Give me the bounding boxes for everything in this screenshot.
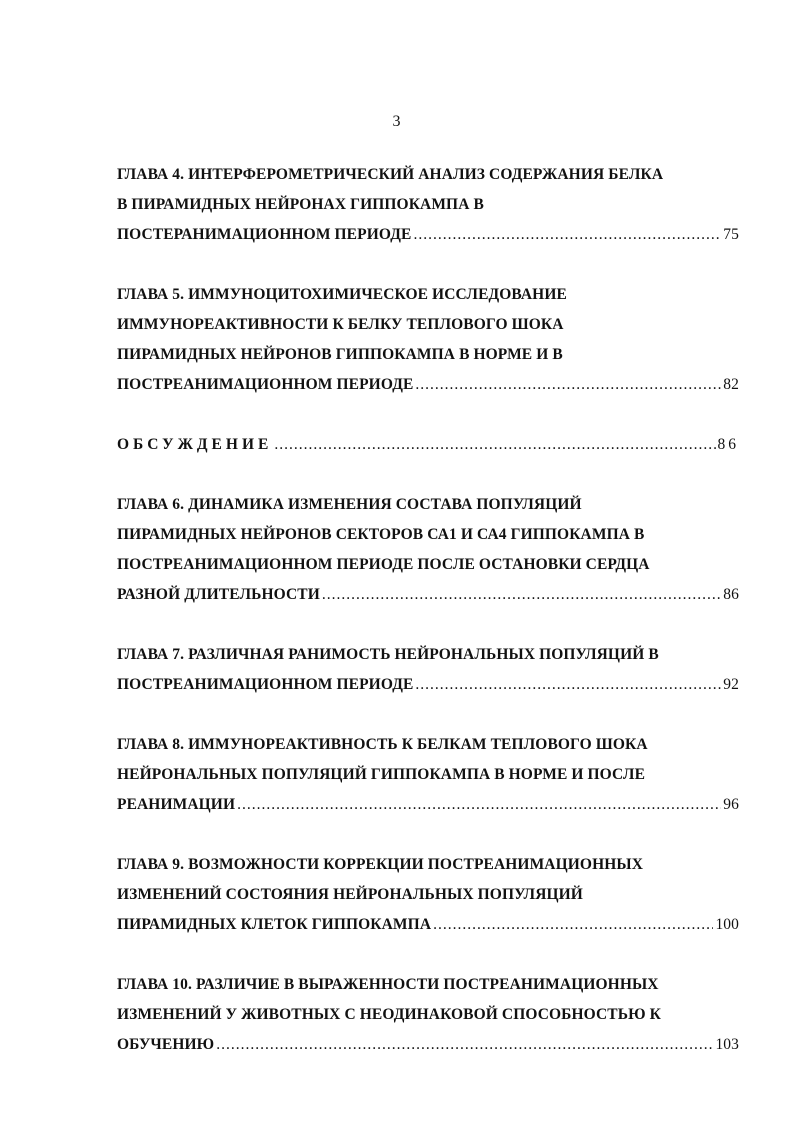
toc-entry-chapter-7[interactable]: [117, 640, 739, 700]
dot-leader: [415, 370, 721, 400]
toc-entry-title-end: ПИРАМИДНЫХ КЛЕТОК ГИППОКАМПА: [117, 916, 432, 933]
toc-entry-line: ГЛАВА 10. РАЗЛИЧИЕ В ВЫРАЖЕННОСТИ ПОСТРЕАНИМАЦИОННЫХ: [117, 976, 659, 993]
toc-page-number: 100: [715, 916, 739, 933]
toc-entry-last-line: [117, 220, 739, 250]
toc-entry-chapter-5[interactable]: [117, 280, 739, 400]
toc-entry-line: ГЛАВА 4. ИНТЕРФЕРОМЕТРИЧЕСКИЙ АНАЛИЗ СОДЕРЖАНИЯ БЕЛКА: [117, 166, 664, 183]
toc-entry-title-end: ПОСТЕРАНИМАЦИОННОМ ПЕРИОДЕ: [117, 226, 412, 243]
page-number: 3: [392, 113, 401, 130]
toc-page-number: 86: [723, 586, 739, 603]
toc-entry-last-line: [117, 580, 739, 610]
toc-entry-chapter-10[interactable]: [117, 970, 739, 1060]
toc-entry-last-line: [117, 1030, 739, 1060]
toc-entry-line: ПОСТРЕАНИМАЦИОННОМ ПЕРИОДЕ ПОСЛЕ ОСТАНОВКИ СЕРДЦА: [117, 556, 650, 573]
toc-entry-line: ПИРАМИДНЫХ НЕЙРОНОВ СЕКТОРОВ СА1 И СА4 ГИППОКАМПА В: [117, 526, 645, 543]
toc-entry-title-end: РАЗНОЙ ДЛИТЕЛЬНОСТИ: [117, 586, 320, 603]
toc-entry-last-line: [117, 790, 739, 820]
toc-entry-line: ГЛАВА 8. ИММУНОРЕАКТИВНОСТЬ К БЕЛКАМ ТЕПЛОВОГО ШОКА: [117, 736, 648, 753]
toc-entry-chapter-8[interactable]: [117, 730, 739, 820]
toc-entry-line: ГЛАВА 5. ИММУНОЦИТОХИМИЧЕСКОЕ ИССЛЕДОВАНИЕ: [117, 286, 567, 303]
toc-entry-last-line: [117, 370, 739, 400]
toc-page-number: 96: [723, 796, 739, 813]
toc-entry-line: ИЗМЕНЕНИЙ У ЖИВОТНЫХ С НЕОДИНАКОВОЙ СПОСОБНОСТЬЮ К: [117, 1006, 661, 1023]
toc-entry-title-end: ОБСУЖДЕНИЕ: [117, 436, 273, 453]
toc-entry-line: ИЗМЕНЕНИЙ СОСТОЯНИЯ НЕЙРОНАЛЬНЫХ ПОПУЛЯЦИЙ: [117, 886, 583, 903]
toc-entry-last-line: [117, 670, 739, 700]
dot-leader: [433, 910, 713, 940]
dot-leader: [274, 430, 715, 460]
page-top-margin: [0, 0, 793, 78]
toc-entry-chapter-9[interactable]: [117, 850, 739, 940]
toc-entry-line: ГЛАВА 6. ДИНАМИКА ИЗМЕНЕНИЯ СОСТАВА ПОПУЛЯЦИЙ: [117, 496, 582, 513]
dot-leader: [415, 670, 721, 700]
toc-entry-chapter-4[interactable]: [117, 160, 739, 250]
toc-entry-line: ПИРАМИДНЫХ НЕЙРОНОВ ГИППОКАМПА В НОРМЕ И В: [117, 346, 563, 363]
toc-page-number: 75: [723, 226, 739, 243]
toc-entry-last-line: [117, 430, 739, 460]
toc-page-number: 103: [715, 1036, 739, 1053]
toc-entry-title-end: ПОСТРЕАНИМАЦИОННОМ ПЕРИОДЕ: [117, 376, 414, 393]
toc-entry-last-line: [117, 910, 739, 940]
toc-entry-title-end: ПОСТРЕАНИМАЦИОННОМ ПЕРИОДЕ: [117, 676, 414, 693]
table-of-contents: [117, 160, 739, 1060]
toc-entry-line: ГЛАВА 7. РАЗЛИЧНАЯ РАНИМОСТЬ НЕЙРОНАЛЬНЫХ ПОПУЛЯЦИЙ В: [117, 646, 659, 663]
toc-page-number: 82: [723, 376, 739, 393]
toc-entry-title-end: ОБУЧЕНИЮ: [117, 1036, 215, 1053]
toc-entry-line: ИММУНОРЕАКТИВНОСТИ К БЕЛКУ ТЕПЛОВОГО ШОКА: [117, 316, 564, 333]
dot-leader: [322, 580, 721, 610]
toc-entry-line: В ПИРАМИДНЫХ НЕЙРОНАХ ГИППОКАМПА В: [117, 196, 484, 213]
toc-page-number: 86: [717, 436, 739, 453]
toc-entry-line: ГЛАВА 9. ВОЗМОЖНОСТИ КОРРЕКЦИИ ПОСТРЕАНИМАЦИОННЫХ: [117, 856, 643, 873]
toc-entry-title-end: РЕАНИМАЦИИ: [117, 796, 236, 813]
toc-entry-discussion[interactable]: [117, 430, 739, 460]
toc-entry-chapter-6[interactable]: [117, 490, 739, 610]
dot-leader: [216, 1030, 713, 1060]
dot-leader: [237, 790, 721, 820]
dot-leader: [413, 220, 721, 250]
toc-page-number: 92: [723, 676, 739, 693]
toc-entry-line: НЕЙРОНАЛЬНЫХ ПОПУЛЯЦИЙ ГИППОКАМПА В НОРМЕ И ПОСЛЕ: [117, 766, 646, 783]
